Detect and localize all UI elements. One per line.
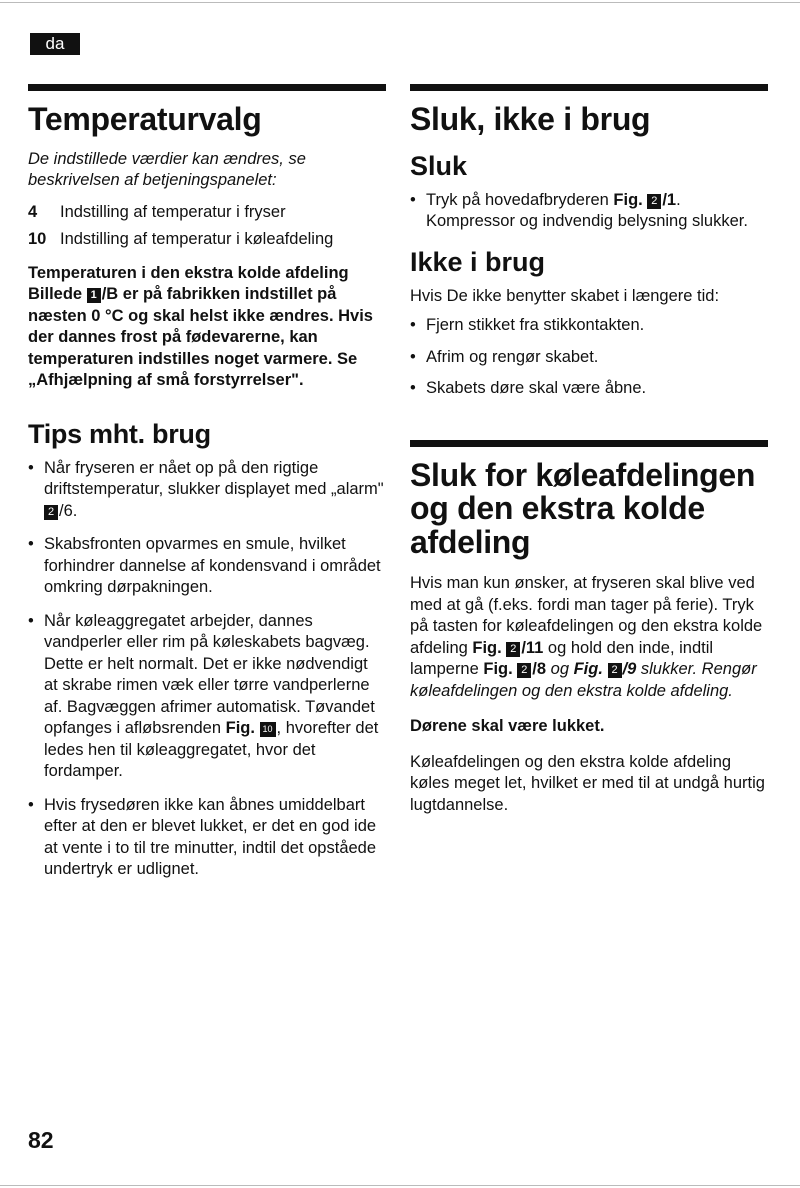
bottom-edge-line bbox=[0, 1185, 800, 1186]
figure-badge: 2 bbox=[44, 505, 58, 520]
subsection-title-ikke-i-brug: Ikke i brug bbox=[410, 246, 546, 277]
figure-badge: 2 bbox=[608, 663, 622, 678]
figure-badge: 1 bbox=[87, 288, 101, 303]
section-title-sluk-ikke-i-brug: Sluk, ikke i brug bbox=[410, 101, 651, 137]
right-column bbox=[410, 84, 768, 816]
section-title-sluk-koleafdelingen: Sluk for køleafdelingen og den ekstra kolde afdeling bbox=[410, 456, 756, 560]
intro-paragraph: De indstillede værdier kan ændres, se beskrivelsen af betjeningspanelet: bbox=[28, 149, 306, 190]
tip-item: • Skabsfronten opvarmes en smule, hvilket forhindrer dannelse af kondensvand i området omkring dørpakningen. bbox=[28, 534, 386, 599]
figure-badge: 2 bbox=[517, 663, 531, 678]
tip-text: Når fryseren er nået op på den rigtige driftstemperatur, slukker displayet med „alarm" bbox=[44, 458, 384, 499]
section-rule bbox=[28, 84, 386, 91]
figure-ref: /9 bbox=[622, 660, 637, 679]
figure-badge: 2 bbox=[647, 194, 661, 209]
tip-text: , hvorefter det ledes hen til køleaggregatet, hvor det fordamper. bbox=[44, 719, 379, 781]
figure-badge: 2 bbox=[506, 642, 520, 657]
tips-list bbox=[28, 458, 386, 881]
bold-notice-paragraph bbox=[28, 263, 386, 392]
subsection-title-sluk: Sluk bbox=[410, 150, 468, 181]
tip-text: Når køleaggregatet arbejder, dannes vandperler eller rim på køleskabets bagvæg. Dette er helt normalt. Det er ikke nødvendigt at skrabe rimen væk eller tørre vandperlerne af. Bagvæggen afrimer automatisk. Tøvandet opfanges i afløbsrenden bbox=[44, 611, 375, 738]
figure-ref: /8 bbox=[532, 660, 547, 679]
setting-number: 10 bbox=[28, 230, 47, 249]
figure-label: Fig. bbox=[613, 190, 648, 209]
sluk-text: Tryk på hovedafbryderen bbox=[426, 190, 614, 209]
section-title-temperaturvalg: Temperaturvalg bbox=[28, 101, 262, 137]
doors-closed-note: Dørene skal være lukket. bbox=[410, 717, 605, 736]
tip-item bbox=[28, 458, 386, 523]
section-title-tips: Tips mht. brug bbox=[28, 418, 211, 449]
notice-text: /B er på fabrikken indstillet på næsten 0 °C og skal helst ikke ændres. Hvis der dannes frost på fødevarerne, kan temperaturen indstilles noget varmere. Se „Afhjælpning af små forstyrrelser". bbox=[28, 285, 373, 390]
koleafdeling-paragraph bbox=[410, 573, 768, 702]
top-edge-line bbox=[0, 2, 800, 3]
section-rule bbox=[410, 440, 768, 447]
para-text: slukker. Rengør køleafdelingen og den ekstra kolde afdeling. bbox=[410, 660, 757, 700]
setting-number: 4 bbox=[28, 202, 38, 221]
setting-row bbox=[28, 202, 386, 224]
figure-label: Fig. bbox=[483, 660, 518, 679]
tip-item: • Hvis frysedøren ikke kan åbnes umiddelbart efter at den er blevet lukket, er det en god ide at vente i to til tre minutter, indtil det opståede undertryk er udlignet. bbox=[28, 795, 386, 881]
ikke-item: • Fjern stikket fra stikkontakten. bbox=[410, 315, 768, 337]
tip-text: /6. bbox=[59, 501, 78, 520]
sluk-list bbox=[410, 190, 768, 233]
figure-label: Fig. bbox=[573, 660, 608, 679]
setting-text: Indstilling af temperatur i fryser bbox=[60, 202, 286, 221]
final-paragraph: Køleafdelingen og den ekstra kolde afdeling køles meget let, hvilket er med til at undgå hurtig lugtdannelse. bbox=[410, 752, 765, 814]
tip-item bbox=[28, 611, 386, 783]
figure-ref: /1 bbox=[662, 190, 677, 209]
figure-ref: /11 bbox=[521, 638, 544, 657]
settings-list bbox=[28, 202, 386, 251]
setting-row bbox=[28, 229, 386, 251]
section-rule bbox=[410, 84, 768, 91]
left-column bbox=[28, 84, 386, 881]
language-tag: da bbox=[30, 33, 80, 55]
setting-text: Indstilling af temperatur i køleafdeling bbox=[60, 230, 334, 249]
figure-label: Fig. bbox=[472, 638, 507, 657]
ikke-item: • Skabets døre skal være åbne. bbox=[410, 378, 768, 400]
para-text: og hold den inde, indtil lamperne bbox=[410, 638, 714, 679]
sluk-item bbox=[410, 190, 768, 233]
ikke-item: • Afrim og rengør skabet. bbox=[410, 347, 768, 369]
figure-label: Fig. bbox=[225, 719, 260, 738]
page-number: 82 bbox=[28, 1127, 54, 1153]
ikke-list bbox=[410, 315, 768, 400]
notice-text: Temperaturen i den ekstra kolde afdeling Billede bbox=[28, 263, 349, 304]
figure-badge: 10 bbox=[260, 722, 276, 737]
para-text: og bbox=[546, 660, 574, 679]
ikke-intro: Hvis De ikke benytter skabet i længere tid: bbox=[410, 286, 720, 305]
para-text: Hvis man kun ønsker, at fryseren skal blive ved med at gå (f.eks. fordi man tager på ferie). Tryk på tasten for køleafdelingen og den ekstra kolde afdeling bbox=[410, 574, 763, 657]
sluk-text: . Kompressor og indvendig belysning slukker. bbox=[426, 190, 748, 231]
